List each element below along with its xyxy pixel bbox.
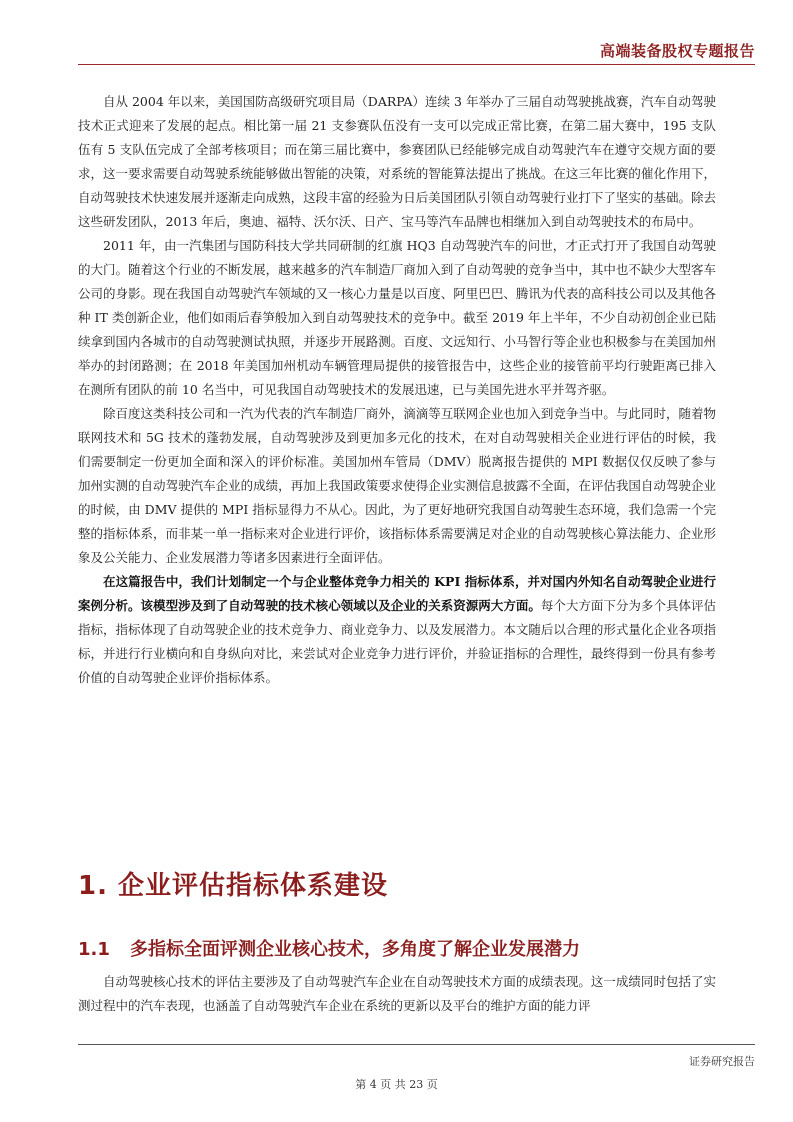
- paragraph-report-plan: [78, 570, 716, 690]
- footer-divider: [78, 1044, 755, 1045]
- paragraph-china-history: 2011 年，由一汽集团与国防科技大学共同研制的红旗 HQ3 自动驾驶汽车的问世，才正式打开了我国自动驾驶的大门。随着这个行业的不断发展，越来越多的汽车制造厂商加入到了自动驾驶的竞争当中，其中也不缺少大型客车公司的身影。现在我国自动驾驶汽车领域的又一核心力量是以百度、阿里巴巴、腾讯为代表的高科技公司以及其他各种 IT 类创新企业，他们如雨后春笋般加入到自动驾驶技术的竞争中。截至 2019 年上半年，不少自动初创企业已陆续拿到国内各城市的自动驾驶测试执照，并逐步开展路测。百度、文远知行、小马智行等企业也积极参与在美国加州举办的封闭路测；在 2018 年美国加州机动车辆管理局提供的接管报告中，这些企业的接管前平均行驶距离已排入在测所有团队的前 10 名当中，可见我国自动驾驶技术的发展迅速，已与美国先进水平并驾齐驱。: [78, 238, 716, 397]
- footer-label: 证券研究报告: [689, 1055, 755, 1068]
- subsection-heading: [78, 935, 716, 961]
- section-heading: 1. 企业评估指标体系建设: [78, 871, 389, 901]
- paragraph-report-plan-rest: 每个大方面下分为多个具体评估指标，指标体现了自动驾驶企业的技术竞争力、商业竞争力、以及发展潜力。本文随后以合理的形式量化企业各项指标，并进行行业横向和自身纵向对比，来尝试对企业竞争力进行评价，并验证指标的合理性，最终得到一份具有参考价值的自动驾驶企业评价指标体系。: [78, 598, 716, 685]
- paragraph-core-tech: 自动驾驶核心技术的评估主要涉及了自动驾驶汽车企业在自动驾驶技术方面的成绩表现。这一成绩同时包括了实测过程中的汽车表现，也涵盖了自动驾驶汽车企业在系统的更新以及平台的维护方面的能力评: [78, 974, 716, 1013]
- page-number: 第 4 页 共 23 页: [355, 1078, 438, 1091]
- paragraph-report-plan-bold: 在这篇报告中，我们计划制定一个与企业整体竞争力相关的 KPI 指标体系，并对国内外知名自动驾驶企业进行案例分析。该模型涉及到了自动驾驶的技术核心领域以及企业的关系资源两大方面。: [78, 574, 716, 613]
- body-text: [78, 90, 716, 690]
- section-body: [78, 970, 716, 1018]
- report-header-title: 高端装备股权专题报告: [599, 42, 755, 60]
- paragraph-darpa: 自从 2004 年以来，美国国防高级研究项目局（DARPA）连续 3 年举办了三届自动驾驶挑战赛，汽车自动驾驶技术正式迎来了发展的起点。相比第一届 21 支参赛队伍没有一支可以完成正常比赛，在第二届大赛中，195 支队伍有 5 支队伍完成了全部考核项目；而在第三届比赛中，参赛团队已经能够完成自动驾驶汽车在遵守交规方面的要求，这一要求需要自动驾驶系统能够做出智能的决策，对系统的智能算法提出了挑战。在这三年比赛的催化作用下，自动驾驶技术快速发展并逐渐走向成熟，这段丰富的经验为日后美国团队引领自动驾驶行业打下了坚实的基础。除去这些研发团队，2013 年后，奥迪、福特、沃尔沃、日产、宝马等汽车品牌也相继加入到自动驾驶技术的布局中。: [78, 94, 716, 229]
- subsection-number: 1.1: [78, 939, 110, 960]
- subsection-title: 多指标全面评测企业核心技术，多角度了解企业发展潜力: [130, 939, 580, 960]
- paragraph-evaluation-need: 除百度这类科技公司和一汽为代表的汽车制造厂商外，滴滴等互联网企业也加入到竞争当中。与此同时，随着物联网技术和 5G 技术的蓬勃发展，自动驾驶涉及到更加多元化的技术，在对自动驾驶相关企业进行评估的时候，我们需要制定一份更加全面和深入的评价标准。美国加州车管局（DMV）脱离报告提供的 MPI 数据仅仅反映了参与加州实测的自动驾驶汽车企业的成绩，再加上我国政策要求使得企业实测信息披露不全面，在评估我国自动驾驶企业的时候，由 DMV 提供的 MPI 指标显得力不从心。因此，为了更好地研究我国自动驾驶生态环境，我们急需一个完整的指标体系，而非某一单一指标来对企业进行评价，该指标体系需要满足对企业的自动驾驶核心算法能力、企业形象及公关能力、企业发展潜力等诸多因素进行全面评估。: [78, 406, 716, 565]
- header-divider: [78, 64, 755, 65]
